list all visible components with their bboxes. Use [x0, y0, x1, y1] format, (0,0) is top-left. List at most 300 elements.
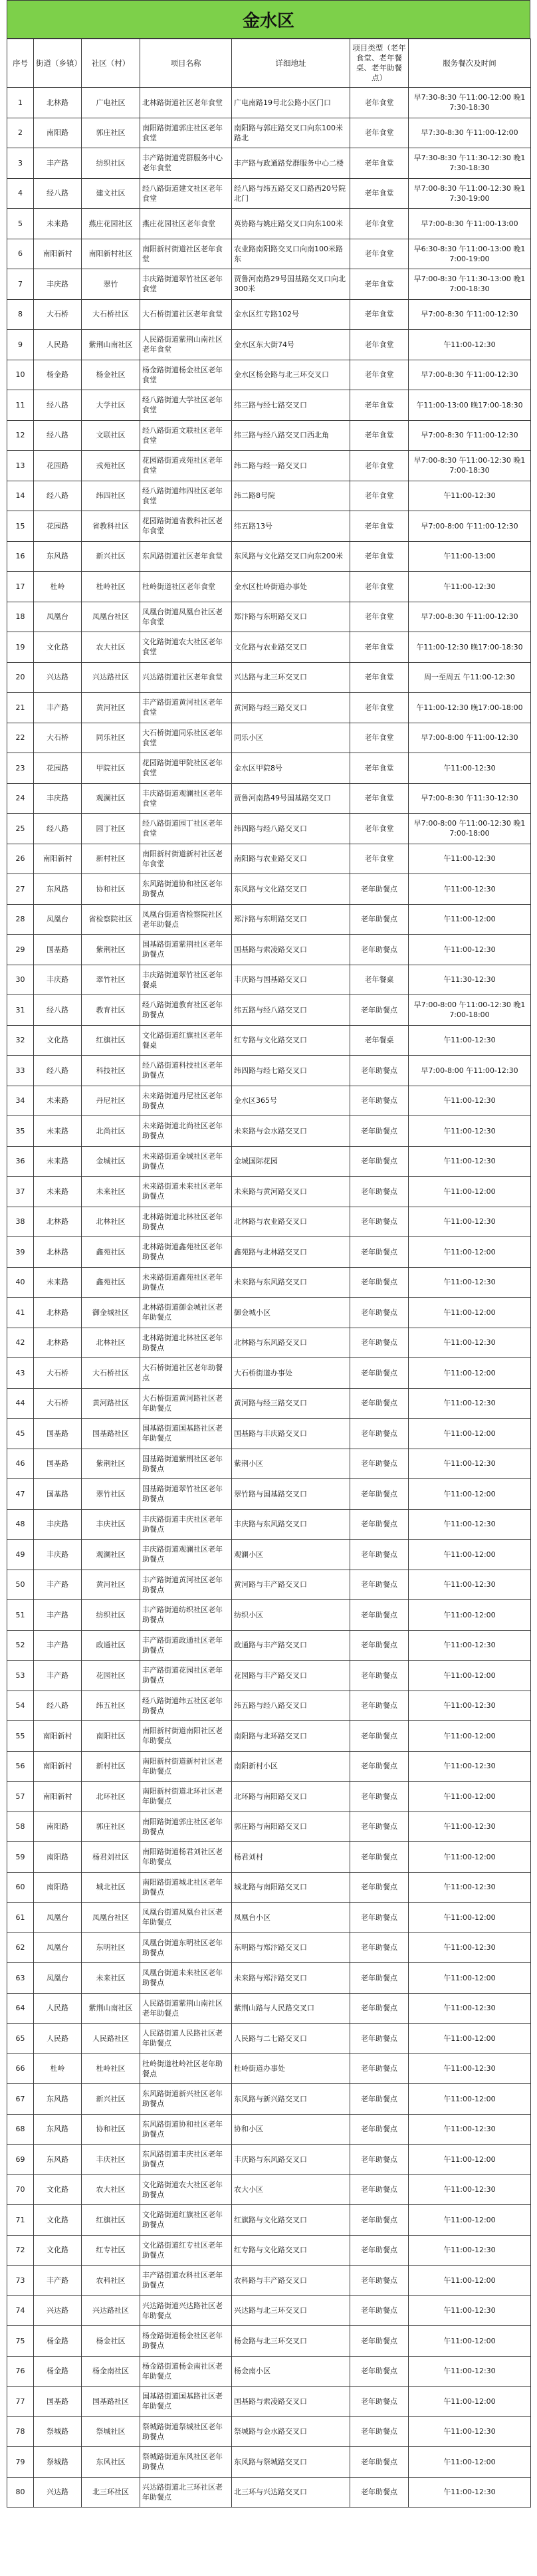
cell-project-type: 老年食堂 [350, 330, 409, 360]
cell-project-type: 老年助餐点 [350, 1207, 409, 1237]
cell-index: 11 [7, 390, 34, 421]
cell-project-name: 南阳路街道郭庄社区老年食堂 [140, 118, 232, 148]
cell-address: 纬三路与经七路交叉口 [232, 390, 350, 421]
cell-project-name: 凤凰台街道凤凰台社区老年助餐点 [140, 1903, 232, 1933]
cell-address: 杜岭街道办事处 [232, 2053, 350, 2084]
cell-project-type: 老年助餐点 [350, 2295, 409, 2326]
cell-street: 未来路 [34, 1146, 82, 1177]
cell-community: 凤凰台社区 [82, 1903, 140, 1933]
header-community: 社区（村） [82, 39, 140, 88]
header-address: 详细地址 [232, 39, 350, 88]
cell-project-name: 杜岭街道杜岭社区老年助餐点 [140, 2053, 232, 2084]
cell-community: 凤凰台社区 [82, 602, 140, 632]
table-row [7, 965, 531, 995]
cell-address: 文化路与农业路交叉口 [232, 632, 350, 663]
cell-service-time: 午11:00-12:30 [409, 1691, 531, 1721]
table-row [7, 1025, 531, 1056]
cell-project-type: 老年餐桌 [350, 1025, 409, 1056]
cell-project-type: 老年助餐点 [350, 2416, 409, 2447]
cell-index: 61 [7, 1903, 34, 1933]
cell-index: 35 [7, 1116, 34, 1147]
cell-service-time: 午11:00-12:30 [409, 753, 531, 784]
cell-street: 丰庆路 [34, 1509, 82, 1540]
cell-street: 凤凰台 [34, 904, 82, 935]
cell-street: 丰产路 [34, 2266, 82, 2296]
cell-community: 紫荆山南社区 [82, 330, 140, 360]
cell-street: 文化路 [34, 2235, 82, 2266]
cell-project-type: 老年食堂 [350, 602, 409, 632]
cell-project-name: 丰庆路街道观澜社区老年食堂 [140, 783, 232, 814]
cell-index: 80 [7, 2477, 34, 2508]
cell-community: 鑫苑社区 [82, 1267, 140, 1298]
cell-index: 58 [7, 1812, 34, 1842]
cell-address: 人民路与二七路交叉口 [232, 2024, 350, 2054]
cell-community: 红旗社区 [82, 2205, 140, 2236]
cell-index: 14 [7, 481, 34, 511]
cell-index: 77 [7, 2387, 34, 2417]
cell-service-time: 午11:00-12:30 [409, 1449, 531, 1479]
table-row [7, 1207, 531, 1237]
cell-project-type: 老年助餐点 [350, 1086, 409, 1116]
cell-project-type: 老年助餐点 [350, 904, 409, 935]
cell-street: 大石桥 [34, 723, 82, 753]
cell-community: 杨金社区 [82, 360, 140, 390]
cell-community: 花园社区 [82, 1661, 140, 1691]
table-header [7, 39, 531, 88]
cell-service-time: 早7:00-8:00 午11:00-12:30 晚17:00-18:00 [409, 814, 531, 844]
cell-address: 东风路与文化路交叉口 [232, 874, 350, 905]
cell-community: 翠竹社区 [82, 965, 140, 995]
table-row [7, 844, 531, 874]
cell-community: 大学社区 [82, 390, 140, 421]
cell-community: 同乐社区 [82, 723, 140, 753]
cell-project-type: 老年食堂 [350, 420, 409, 451]
cell-index: 72 [7, 2235, 34, 2266]
cell-service-time: 早7:00-8:00 午11:00-12:30 [409, 723, 531, 753]
table-row [7, 572, 531, 602]
cell-street: 东风路 [34, 2145, 82, 2175]
cell-community: 燕庄花园社区 [82, 209, 140, 239]
cell-index: 8 [7, 299, 34, 330]
cell-project-name: 经八路街道大学社区老年食堂 [140, 390, 232, 421]
table-row [7, 2024, 531, 2054]
cell-service-time: 午11:00-12:30 [409, 935, 531, 965]
table-row [7, 1630, 531, 1661]
cell-project-name: 丰产路街道黄河社区老年助餐点 [140, 1570, 232, 1600]
cell-index: 46 [7, 1449, 34, 1479]
cell-service-time: 午11:00-12:00 [409, 1358, 531, 1389]
cell-project-type: 老年助餐点 [350, 1509, 409, 1540]
cell-index: 78 [7, 2416, 34, 2447]
table-row [7, 118, 531, 148]
cell-street: 人民路 [34, 330, 82, 360]
cell-project-name: 凤凰台街道东明社区老年助餐点 [140, 1932, 232, 1963]
cell-service-time: 午11:00-12:30 [409, 1116, 531, 1147]
cell-project-type: 老年助餐点 [350, 1267, 409, 1298]
cell-address: 未来路与东风路交叉口 [232, 1267, 350, 1298]
cell-service-time: 午11:00-12:30 [409, 2295, 531, 2326]
cell-community: 教育社区 [82, 995, 140, 1026]
cell-service-time: 早7:00-8:00 午11:00-12:30 晚17:00-18:00 [409, 995, 531, 1026]
cell-project-name: 未来路街道丹尼社区老年助餐点 [140, 1086, 232, 1116]
cell-project-type: 老年助餐点 [350, 2356, 409, 2387]
table-row [7, 662, 531, 693]
cell-project-name: 北林路街道北林社区老年助餐点 [140, 1328, 232, 1358]
cell-community: 观澜社区 [82, 783, 140, 814]
cell-street: 南阳路 [34, 118, 82, 148]
table-row [7, 209, 531, 239]
cell-service-time: 午11:00-12:00 [409, 1782, 531, 1812]
cell-project-name: 人民路街道紫荆山南社区老年助餐点 [140, 1993, 232, 2024]
cell-service-time: 早7:00-8:30 午11:00-12:30 [409, 602, 531, 632]
cell-street: 花园路 [34, 753, 82, 784]
cell-address: 红旗路与文化路交叉口 [232, 2205, 350, 2236]
cell-community: 南阳新村社区 [82, 239, 140, 269]
cell-address: 红专路与文化路交叉口 [232, 1025, 350, 1056]
cell-project-type: 老年助餐点 [350, 874, 409, 905]
cell-address: 兴达路与北三环交叉口 [232, 662, 350, 693]
cell-project-name: 大石桥街道同乐社区老年食堂 [140, 723, 232, 753]
cell-street: 丰庆路 [34, 1540, 82, 1570]
table-row [7, 935, 531, 965]
cell-street: 大石桥 [34, 299, 82, 330]
cell-service-time: 午11:00-12:00 [409, 2205, 531, 2236]
table-row [7, 1993, 531, 2024]
cell-address: 农科路与丰产路交叉口 [232, 2266, 350, 2296]
cell-index: 62 [7, 1932, 34, 1963]
cell-project-type: 老年食堂 [350, 723, 409, 753]
cell-project-name: 兴达路街道北三环社区老年助餐点 [140, 2477, 232, 2508]
cell-service-time: 午11:00-12:30 [409, 1993, 531, 2024]
cell-street: 人民路 [34, 1993, 82, 2024]
cell-street: 南阳路 [34, 1872, 82, 1903]
table-row [7, 269, 531, 300]
table-row [7, 814, 531, 844]
cell-project-type: 老年食堂 [350, 632, 409, 663]
cell-service-time: 午11:00-12:30 [409, 330, 531, 360]
cell-street: 丰产路 [34, 1661, 82, 1691]
cell-community: 政通社区 [82, 1630, 140, 1661]
cell-community: 新兴社区 [82, 2084, 140, 2115]
cell-community: 人民路社区 [82, 2024, 140, 2054]
cell-address: 鑫苑路与北林路交叉口 [232, 1237, 350, 1268]
cell-service-time: 午11:00-12:00 [409, 1661, 531, 1691]
cell-community: 农科社区 [82, 2266, 140, 2296]
table-row [7, 1661, 531, 1691]
cell-address: 东风路与祭城路交叉口 [232, 2447, 350, 2478]
cell-street: 国基路 [34, 1449, 82, 1479]
cell-address: 同乐小区 [232, 723, 350, 753]
cell-project-name: 南阳新村街道北环社区老年助餐点 [140, 1782, 232, 1812]
cell-community: 北林社区 [82, 1328, 140, 1358]
cell-address: 金城国际花园 [232, 1146, 350, 1177]
cell-street: 国基路 [34, 2387, 82, 2417]
table-row [7, 2295, 531, 2326]
table-row [7, 2387, 531, 2417]
cell-community: 纬五社区 [82, 1691, 140, 1721]
cell-address: 纬五路与经八路交叉口 [232, 1691, 350, 1721]
table-body [7, 88, 531, 2508]
cell-project-name: 丰庆路街道丰庆社区老年助餐点 [140, 1509, 232, 1540]
cell-project-name: 杨金路街道杨金南社区老年助餐点 [140, 2356, 232, 2387]
cell-community: 纺织社区 [82, 1600, 140, 1631]
cell-index: 55 [7, 1721, 34, 1752]
cell-address: 杨金南小区 [232, 2356, 350, 2387]
cell-project-name: 祭城路街道祭城社区老年助餐点 [140, 2416, 232, 2447]
cell-index: 68 [7, 2114, 34, 2145]
cell-service-time: 午11:00-12:30 [409, 874, 531, 905]
cell-service-time: 午11:00-12:30 [409, 1509, 531, 1540]
cell-project-type: 老年助餐点 [350, 2235, 409, 2266]
cell-service-time: 午11:00-12:30 [409, 2053, 531, 2084]
cell-service-time: 午11:00-12:00 [409, 2326, 531, 2357]
cell-project-type: 老年食堂 [350, 481, 409, 511]
table-row [7, 1267, 531, 1298]
cell-community: 紫荆社区 [82, 935, 140, 965]
cell-index: 79 [7, 2447, 34, 2478]
table-row [7, 1842, 531, 1873]
cell-index: 36 [7, 1146, 34, 1177]
cell-project-type: 老年食堂 [350, 662, 409, 693]
cell-service-time: 早7:30-8:30 午11:00-12:00 晚17:30-18:30 [409, 88, 531, 118]
cell-project-name: 文化路街道红旗社区老年餐桌 [140, 1025, 232, 1056]
cell-index: 25 [7, 814, 34, 844]
cell-service-time: 午11:00-12:30 [409, 2174, 531, 2205]
cell-project-name: 丰产路街道花园社区老年助餐点 [140, 1661, 232, 1691]
cell-street: 南阳新村 [34, 844, 82, 874]
cell-project-name: 兴达路街道兴达路社区老年助餐点 [140, 2295, 232, 2326]
cell-index: 17 [7, 572, 34, 602]
table-row [7, 2326, 531, 2357]
table-row [7, 1509, 531, 1540]
cell-community: 翠竹 [82, 269, 140, 300]
page-title: 金水区 [7, 0, 530, 39]
table-row [7, 2053, 531, 2084]
cell-service-time: 午11:00-12:30 [409, 1570, 531, 1600]
cell-project-type: 老年助餐点 [350, 2477, 409, 2508]
table-row [7, 2114, 531, 2145]
cell-service-time: 午11:00-12:30 [409, 2235, 531, 2266]
cell-project-name: 文化路街道红专社区老年助餐点 [140, 2235, 232, 2266]
cell-service-time: 午11:00-12:30 [409, 844, 531, 874]
cell-street: 丰庆路 [34, 783, 82, 814]
cell-service-time: 早7:00-8:00 午11:00-12:30 [409, 1056, 531, 1086]
cell-address: 国基路与索凌路交叉口 [232, 935, 350, 965]
cell-project-type: 老年助餐点 [350, 1812, 409, 1842]
cell-community: 广电社区 [82, 88, 140, 118]
cell-project-type: 老年助餐点 [350, 1570, 409, 1600]
cell-service-time: 午11:00-12:30 [409, 2114, 531, 2145]
cell-address: 纬五路与经八路交叉口 [232, 995, 350, 1026]
table-row [7, 1872, 531, 1903]
cell-index: 22 [7, 723, 34, 753]
cell-index: 71 [7, 2205, 34, 2236]
table-row [7, 239, 531, 269]
cell-street: 兴达路 [34, 662, 82, 693]
cell-community: 省教科社区 [82, 511, 140, 542]
cell-project-type: 老年食堂 [350, 844, 409, 874]
cell-community: 丰庆社区 [82, 1509, 140, 1540]
cell-project-name: 凤凰台街道未来社区老年助餐点 [140, 1963, 232, 1994]
cell-address: 御金城小区 [232, 1298, 350, 1328]
cell-street: 杜岭 [34, 572, 82, 602]
cell-project-type: 老年助餐点 [350, 995, 409, 1026]
cell-project-name: 丰庆路街道翠竹社区老年食堂 [140, 269, 232, 300]
cell-project-type: 老年食堂 [350, 814, 409, 844]
cell-address: 南阳路与农业路交叉口 [232, 844, 350, 874]
cell-project-name: 凤凰台街道凤凰台社区老年食堂 [140, 602, 232, 632]
cell-street: 凤凰台 [34, 602, 82, 632]
cell-service-time: 午11:00-12:00 [409, 1721, 531, 1752]
cell-community: 新村社区 [82, 844, 140, 874]
cell-project-type: 老年助餐点 [350, 1751, 409, 1782]
cell-street: 杨金路 [34, 2326, 82, 2357]
cell-street: 兴达路 [34, 2477, 82, 2508]
cell-community: 协和社区 [82, 874, 140, 905]
cell-address: 黄河路与丰产路交叉口 [232, 1570, 350, 1600]
cell-project-name: 未来路街道北尚社区老年助餐点 [140, 1116, 232, 1147]
cell-street: 国基路 [34, 935, 82, 965]
cell-address: 国基路与丰庆路交叉口 [232, 1419, 350, 1449]
table-row [7, 2174, 531, 2205]
cell-project-type: 老年助餐点 [350, 2024, 409, 2054]
cell-address: 北三环与兴达路交叉口 [232, 2477, 350, 2508]
cell-community: 鑫苑社区 [82, 1237, 140, 1268]
cell-service-time: 午11:00-12:00 [409, 2024, 531, 2054]
cell-community: 翠竹社区 [82, 1479, 140, 1510]
cell-street: 北林路 [34, 1328, 82, 1358]
cell-street: 东风路 [34, 2084, 82, 2115]
cell-street: 凤凰台 [34, 1903, 82, 1933]
cell-project-type: 老年助餐点 [350, 1661, 409, 1691]
table-row [7, 1812, 531, 1842]
cell-service-time: 午11:00-12:30 [409, 481, 531, 511]
cell-address: 翠竹路与国基路交叉口 [232, 1479, 350, 1510]
cell-project-name: 未来路街道金城社区老年助餐点 [140, 1146, 232, 1177]
cell-address: 农业路南阳路交叉口向南100米路东 [232, 239, 350, 269]
table-row [7, 420, 531, 451]
table-row [7, 723, 531, 753]
cell-project-name: 南阳路街道杨君刘社区老年助餐点 [140, 1842, 232, 1873]
cell-project-name: 经八路街道纬四社区老年食堂 [140, 481, 232, 511]
cell-project-type: 老年助餐点 [350, 1449, 409, 1479]
table-row [7, 1479, 531, 1510]
cell-index: 23 [7, 753, 34, 784]
cell-index: 56 [7, 1751, 34, 1782]
cell-community: 建文社区 [82, 178, 140, 209]
cell-index: 31 [7, 995, 34, 1026]
cell-community: 纬四社区 [82, 481, 140, 511]
cell-address: 郭庄路与南阳路交叉口 [232, 1812, 350, 1842]
cell-project-name: 经八路街道纬五社区老年助餐点 [140, 1691, 232, 1721]
cell-community: 农大社区 [82, 632, 140, 663]
cell-project-name: 南阳新村街道新村社区老年助餐点 [140, 1751, 232, 1782]
cell-project-type: 老年助餐点 [350, 2266, 409, 2296]
cell-project-type: 老年食堂 [350, 693, 409, 723]
cell-project-name: 丰庆路街道翠竹社区老年餐桌 [140, 965, 232, 995]
cell-index: 70 [7, 2174, 34, 2205]
cell-community: 省检察院社区 [82, 904, 140, 935]
cell-address: 金水区东大街74号 [232, 330, 350, 360]
cell-project-type: 老年食堂 [350, 541, 409, 572]
cell-project-type: 老年食堂 [350, 511, 409, 542]
cell-address: 黄河路与经三路交叉口 [232, 693, 350, 723]
cell-address: 郑汴路与东明路交叉口 [232, 602, 350, 632]
cell-project-name: 人民路街道人民路社区老年助餐点 [140, 2024, 232, 2054]
cell-project-name: 文化路街道红旗社区老年助餐点 [140, 2205, 232, 2236]
cell-project-name: 国基路街道紫荆社区老年助餐点 [140, 935, 232, 965]
cell-index: 57 [7, 1782, 34, 1812]
table-row [7, 2477, 531, 2508]
header-row [7, 39, 531, 88]
table-row [7, 2084, 531, 2115]
cell-index: 3 [7, 148, 34, 179]
cell-street: 南阳新村 [34, 1751, 82, 1782]
cell-street: 文化路 [34, 2174, 82, 2205]
cell-project-type: 老年助餐点 [350, 1630, 409, 1661]
cell-index: 51 [7, 1600, 34, 1631]
cell-project-name: 东风路街道社区老年食堂 [140, 541, 232, 572]
cell-index: 28 [7, 904, 34, 935]
cell-project-name: 东风路街道协和社区老年助餐点 [140, 2114, 232, 2145]
cell-service-time: 午11:00-12:30 晚17:00-18:30 [409, 632, 531, 663]
cell-service-time: 午11:30-12:30 [409, 965, 531, 995]
cell-index: 12 [7, 420, 34, 451]
table-row [7, 511, 531, 542]
cell-index: 34 [7, 1086, 34, 1116]
cell-address: 金水区杨金路与北三环交叉口 [232, 360, 350, 390]
cell-project-name: 经八路街道文联社区老年食堂 [140, 420, 232, 451]
table-row [7, 148, 531, 179]
cell-project-name: 国基路街道翠竹社区老年助餐点 [140, 1479, 232, 1510]
cell-street: 国基路 [34, 1419, 82, 1449]
cell-street: 经八路 [34, 390, 82, 421]
table-row [7, 2235, 531, 2266]
cell-street: 东风路 [34, 874, 82, 905]
cell-index: 4 [7, 178, 34, 209]
cell-project-type: 老年食堂 [350, 390, 409, 421]
cell-service-time: 午11:00-12:30 [409, 572, 531, 602]
cell-index: 40 [7, 1267, 34, 1298]
cell-project-name: 大石桥街道黄河路社区老年助餐点 [140, 1388, 232, 1419]
cell-address: 国基路与索凌路交叉口 [232, 2387, 350, 2417]
table-row [7, 1600, 531, 1631]
cell-street: 丰产路 [34, 693, 82, 723]
cell-index: 67 [7, 2084, 34, 2115]
cell-community: 紫荆山南社区 [82, 1993, 140, 2024]
cell-street: 丰产路 [34, 1570, 82, 1600]
cell-project-type: 老年助餐点 [350, 1540, 409, 1570]
cell-project-type: 老年食堂 [350, 269, 409, 300]
cell-project-name: 丰产路街道农科社区老年助餐点 [140, 2266, 232, 2296]
cell-service-time: 早7:00-8:30 午11:30-12:30 [409, 783, 531, 814]
cell-community: 丹尼社区 [82, 1086, 140, 1116]
cell-address: 英协路与姚庄路交叉口向东100米 [232, 209, 350, 239]
cell-community: 园丁社区 [82, 814, 140, 844]
cell-community: 北三环社区 [82, 2477, 140, 2508]
cell-service-time: 午11:00-12:00 [409, 2266, 531, 2296]
table-row [7, 632, 531, 663]
cell-community: 黄河社区 [82, 693, 140, 723]
cell-project-type: 老年助餐点 [350, 1993, 409, 2024]
cell-project-name: 丰庆路街道观澜社区老年助餐点 [140, 1540, 232, 1570]
cell-community: 纺织社区 [82, 148, 140, 179]
cell-address: 丰庆路与国基路交叉口 [232, 965, 350, 995]
cell-service-time: 早7:00-8:30 午11:00-12:30 [409, 299, 531, 330]
cell-community: 戎苑社区 [82, 451, 140, 481]
cell-project-type: 老年助餐点 [350, 2387, 409, 2417]
cell-address: 大石桥街道办事处 [232, 1358, 350, 1389]
